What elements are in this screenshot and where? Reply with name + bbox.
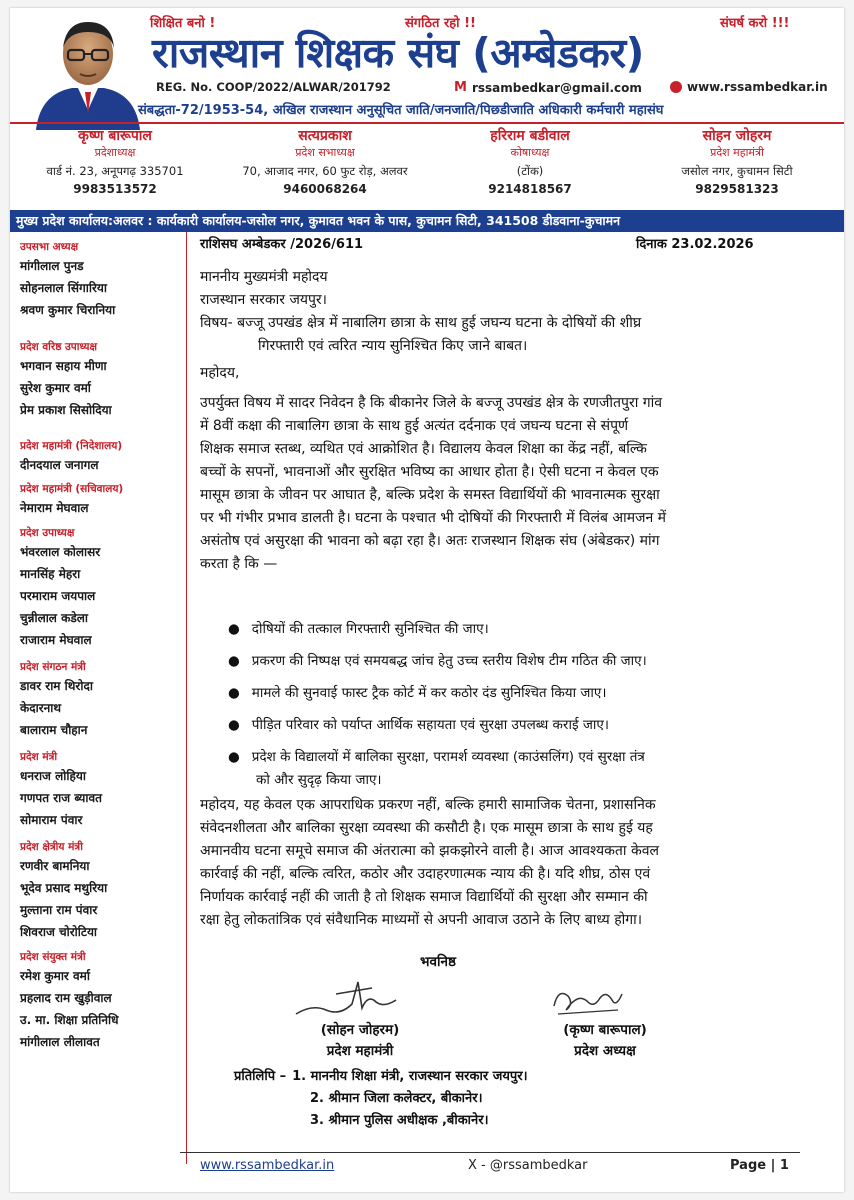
copy-line: 3. श्रीमान पुलिस अधीक्षक ,बीकानेर। (310, 1113, 489, 1128)
paragraph-line: महोदय, यह केवल एक आपराधिक प्रकरण नहीं, बल्कि हमारी सामाजिक चेतना, प्रशासनिक (200, 797, 656, 813)
sidebar-name: उ. मा. शिक्षा प्रतिनिधि (20, 1013, 119, 1027)
list-item (228, 618, 808, 641)
demand-text: प्रकरण की निष्पक्ष एवं समयबद्ध जांच हेतु उच्च स्तरीय विशेष टीम गठित की जाए। (251, 653, 647, 669)
paragraph-line: करता है कि — (200, 556, 278, 572)
sidebar-role: प्रदेश क्षेत्रीय मंत्री (20, 841, 83, 853)
sidebar-name: दीनदयाल जनागल (20, 458, 99, 472)
sidebar-name: डावर राम थिरोदा (20, 679, 93, 693)
signatory-right (530, 1020, 680, 1059)
official-role: प्रदेशाध्यक्ष (94, 146, 136, 159)
paragraph-line: असंतोष एवं असुरक्षा की भावना को बढ़ा रहा है। अतः राजस्थान शिक्षक संघ (अंबेडकर) मांग (200, 533, 660, 549)
sidebar-name: धनराज लोहिया (20, 769, 86, 783)
demand-text: मामले की सुनवाई फास्ट ट्रैक कोर्ट में कर कठोर दंड सुनिश्चित किया जाए। (251, 685, 607, 701)
list-item (228, 650, 808, 673)
sidebar-name: सुरेश कुमार वर्मा (20, 381, 91, 395)
sidebar-role: प्रदेश महामंत्री (निदेशालय) (20, 440, 123, 452)
sidebar-name: श्रवण कुमार चिरानिया (20, 303, 116, 317)
list-item (228, 714, 808, 737)
official-role: कोषाध्यक्ष (510, 146, 550, 159)
signatory-role: प्रदेश महामंत्री (326, 1043, 394, 1059)
footer-website-link[interactable]: www.rssambedkar.in (200, 1158, 335, 1173)
officials-row (10, 126, 844, 208)
sidebar-name: मांगीलाल पुनड (20, 259, 84, 273)
list-item (228, 746, 808, 769)
sidebar-name: केदारनाथ (20, 701, 62, 715)
office-bearers-sidebar (10, 232, 186, 1192)
official-name: सोहन जोहरम (702, 128, 772, 144)
demand-text: प्रदेश के विद्यालयों में बालिका सुरक्षा, परामर्श व्यवस्था (काउंसलिंग) एवं सुरक्षा तंत्र (251, 749, 645, 765)
sidebar-name: चुन्नीलाल कडेला (20, 611, 89, 625)
paragraph-line: रक्षा हेतु लोकतांत्रिक एवं संवैधानिक माध्यमों से अपनी आवाज उठाने के लिए बाध्य होगा। (200, 912, 643, 928)
copy-line: 2. श्रीमान जिला कलेक्टर, बीकानेर। (310, 1091, 483, 1106)
sidebar-name: प्रहलाद राम खुड़ीवाल (20, 991, 112, 1005)
recipient-line: माननीय मुख्यमंत्री महोदय (200, 269, 328, 285)
paragraph-line: कार्रवाई की नहीं, बल्कि त्वरित, कठोर और उदाहरणात्मक न्याय की है। यदि शीघ्र, ठोस एवं (200, 866, 651, 882)
sidebar-name: परमाराम जयपाल (20, 589, 96, 603)
sidebar-divider (186, 232, 187, 1164)
org-title: राजस्थान शिक्षक संघ (अम्बेडकर) (152, 29, 644, 77)
signature-right-image (548, 980, 628, 1024)
official-card (10, 126, 220, 208)
letter-date: दिनाक 23.02.2026 (636, 237, 754, 252)
signature-left-image (292, 974, 402, 1026)
sidebar-name: भगवान सहाय मीणा (20, 359, 107, 373)
globe-icon (670, 81, 682, 93)
signatory-name: (सोहन जोहरम) (320, 1022, 400, 1038)
copy-line: 1. माननीय शिक्षा मंत्री, राजस्थान सरकार जयपुर। (292, 1069, 528, 1084)
bullet-icon: ● (228, 685, 240, 701)
sidebar-name: बालाराम चौहान (20, 723, 88, 737)
sidebar-name: मांगीलाल लीलावत (20, 1035, 100, 1049)
sidebar-role: प्रदेश उपाध्यक्ष (20, 527, 75, 539)
official-address: वार्ड नं. 23, अनूपगढ़ 335701 (46, 164, 184, 178)
sidebar-role: प्रदेश संगठन मंत्री (20, 661, 86, 673)
bullet-icon: ● (228, 621, 240, 637)
official-role: प्रदेश सभाध्यक्ष (295, 146, 355, 159)
sidebar-role: प्रदेश मंत्री (20, 751, 58, 763)
sidebar-name: सोहनलाल सिंगारिया (20, 281, 107, 295)
official-name: कृष्ण बारूपाल (78, 128, 152, 144)
bullet-icon: ● (228, 653, 240, 669)
official-card (630, 126, 844, 208)
website-contact[interactable] (670, 80, 828, 94)
bullet-icon: ● (228, 749, 240, 765)
paragraph-closing (200, 794, 808, 932)
email-contact (454, 80, 642, 95)
sidebar-name: भंवरलाल कोलासर (20, 545, 101, 559)
list-item (228, 682, 808, 705)
sidebar-name: गणपत राज ब्यावत (20, 791, 102, 805)
office-address-band (10, 210, 844, 232)
paragraph-intro (200, 392, 808, 576)
bullet-icon: ● (228, 717, 240, 733)
tagline-left: शिक्षित बनो ! (150, 16, 216, 31)
official-address: (टोंक) (516, 164, 544, 178)
official-phone: 9214818567 (488, 182, 572, 196)
sidebar-name: राजाराम मेघवाल (20, 633, 92, 647)
sidebar-name: प्रेम प्रकाश सिसोदिया (20, 403, 112, 417)
recipient-block (200, 266, 800, 385)
sidebar-name: मुल्ताना राम पंवार (20, 903, 98, 917)
registration-number: REG. No. COOP/2022/ALWAR/201792 (156, 80, 391, 94)
footer-social-handle: X - @rssambedkar (468, 1158, 588, 1173)
paragraph-line: निर्णायक कार्रवाई नहीं की जाती है तो शिक्षक समाज विद्यार्थियों की सुरक्षा और सम्मान की (200, 889, 648, 905)
signatory-left (290, 1020, 430, 1059)
subject-line: विषय- बज्जू उपखंड क्षेत्र में नाबालिग छात्रा के साथ हुई जघन्य घटना के दोषियों की शीघ्र (200, 315, 642, 331)
email-text: rssambedkar@gmail.com (471, 80, 642, 95)
sidebar-name: भूदेव प्रसाद मथुरिया (20, 881, 108, 895)
official-role: प्रदेश महामंत्री (710, 146, 764, 159)
demand-continuation: को और सुदृढ़ किया जाए। (256, 772, 382, 788)
sidebar-name: रमेश कुमार वर्मा (20, 969, 90, 983)
tagline-center: संगठित रहो !! (405, 16, 476, 31)
header-divider (10, 122, 844, 124)
letter-page (10, 8, 844, 1192)
demand-text: पीड़ित परिवार को पर्याप्त आर्थिक सहायता एवं सुरक्षा उपलब्ध कराई जाए। (251, 717, 609, 733)
page-number: Page | 1 (730, 1158, 789, 1173)
website-text: www.rssambedkar.in (687, 80, 828, 94)
official-name: सत्यप्रकाश (298, 128, 352, 144)
sidebar-role: प्रदेश संयुक्त मंत्री (20, 951, 86, 963)
demands-list (228, 618, 808, 792)
demand-text: दोषियों की तत्काल गिरफ्तारी सुनिश्चित की जाए। (251, 621, 489, 637)
paragraph-line: संवेदनशीलता और बालिका सुरक्षा व्यवस्था की कसौटी है। एक मासूम छात्रा के साथ हुई यह (200, 820, 653, 836)
official-address: जसोल नगर, कुचामन सिटी (681, 164, 793, 178)
sidebar-name: मानसिंह मेहरा (20, 567, 81, 581)
paragraph-line: अमानवीय घटना समूचे समाज की अंतरात्मा को झकझोरने वाली है। आज आवश्यकता केवल (200, 843, 659, 859)
official-phone: 9983513572 (73, 182, 157, 196)
subject-line: गिरफ्तारी एवं त्वरित न्याय सुनिश्चित किए जाने बाबत। (258, 338, 528, 354)
reference-number: राशिसघ अम्बेडकर /2026/611 (200, 237, 364, 252)
paragraph-line: शिक्षक समाज स्तब्ध, व्यथित एवं आक्रोशित है। विद्यालय केवल शिक्षा का केंद्र नहीं, बल्कि (200, 441, 647, 457)
ambedkar-portrait (32, 14, 144, 130)
sidebar-role: प्रदेश महामंत्री (सचिवालय) (20, 483, 124, 495)
affiliation-line: संबद्धता-72/1953-54, अखिल राजस्थान अनुसूचित जाति/जनजाति/पिछडीजाति अधिकारी कर्मचारी महासंघ (138, 103, 664, 118)
sidebar-role: उपसभा अध्यक्ष (20, 241, 79, 253)
sidebar-name: सोमाराम पंवार (20, 813, 83, 827)
official-name: हरिराम बडीवाल (490, 128, 570, 144)
paragraph-line: उपर्युक्त विषय में सादर निवेदन है कि बीकानेर जिले के बज्जू उपखंड क्षेत्र के रणजीतपुरा गांव (200, 395, 663, 411)
official-card (220, 126, 430, 208)
salutation: महोदय, (200, 365, 240, 381)
official-phone: 9460068264 (283, 182, 367, 196)
signatory-role: प्रदेश अध्यक्ष (574, 1043, 636, 1059)
sidebar-name: नेमाराम मेघवाल (20, 501, 89, 515)
official-card (430, 126, 630, 208)
sidebar-name: रणवीर बामनिया (20, 859, 90, 873)
paragraph-line: में 8वीं कक्षा की नाबालिग छात्रा के साथ हुई अत्यंत दर्दनाक एवं जघन्य घटना से संपूर्ण (200, 418, 629, 434)
copy-block (234, 1066, 528, 1132)
paragraph-line: मासूम छात्रा के जीवन पर आघात है, बल्कि प्रदेश के समस्त विद्यार्थियों की भावनात्मक सुरक्षा (200, 487, 660, 503)
copy-label: प्रतिलिपि – (234, 1069, 287, 1084)
office-address-text: मुख्य प्रदेश कार्यालय:अलवर : कार्यकारी कार्यालय-जसोल नगर, कुमावत भवन के पास, कुचामन सिटी, 341508 डीडवाना-कुचामन (16, 213, 621, 228)
sidebar-role: प्रदेश वरिष्ठ उपाध्यक्ष (20, 341, 98, 353)
footer-divider (180, 1152, 800, 1153)
letter-ref-row (200, 234, 830, 252)
official-phone: 9829581323 (695, 182, 779, 196)
paragraph-line: पर भी गंभीर प्रभाव डालती है। घटना के पश्चात भी दोषियों की गिरफ्तारी में विलंब आमजन में (200, 510, 667, 526)
recipient-line: राजस्थान सरकार जयपुर। (200, 292, 327, 308)
sidebar-name: शिवराज चोरोटिया (20, 925, 98, 939)
gmail-icon: M (454, 80, 467, 95)
closing-word: भवनिष्ठ (420, 954, 456, 970)
tagline-right: संघर्ष करो !!! (720, 16, 790, 31)
paragraph-line: बच्चों के सपनों, भावनाओं और सुरक्षित भविष्य का आधार होता है। ऐसी घटना न केवल एक (200, 464, 659, 480)
signatory-name: (कृष्ण बारूपाल) (563, 1022, 647, 1038)
official-address: 70, आजाद नगर, 60 फुट रोड़, अलवर (242, 164, 408, 178)
